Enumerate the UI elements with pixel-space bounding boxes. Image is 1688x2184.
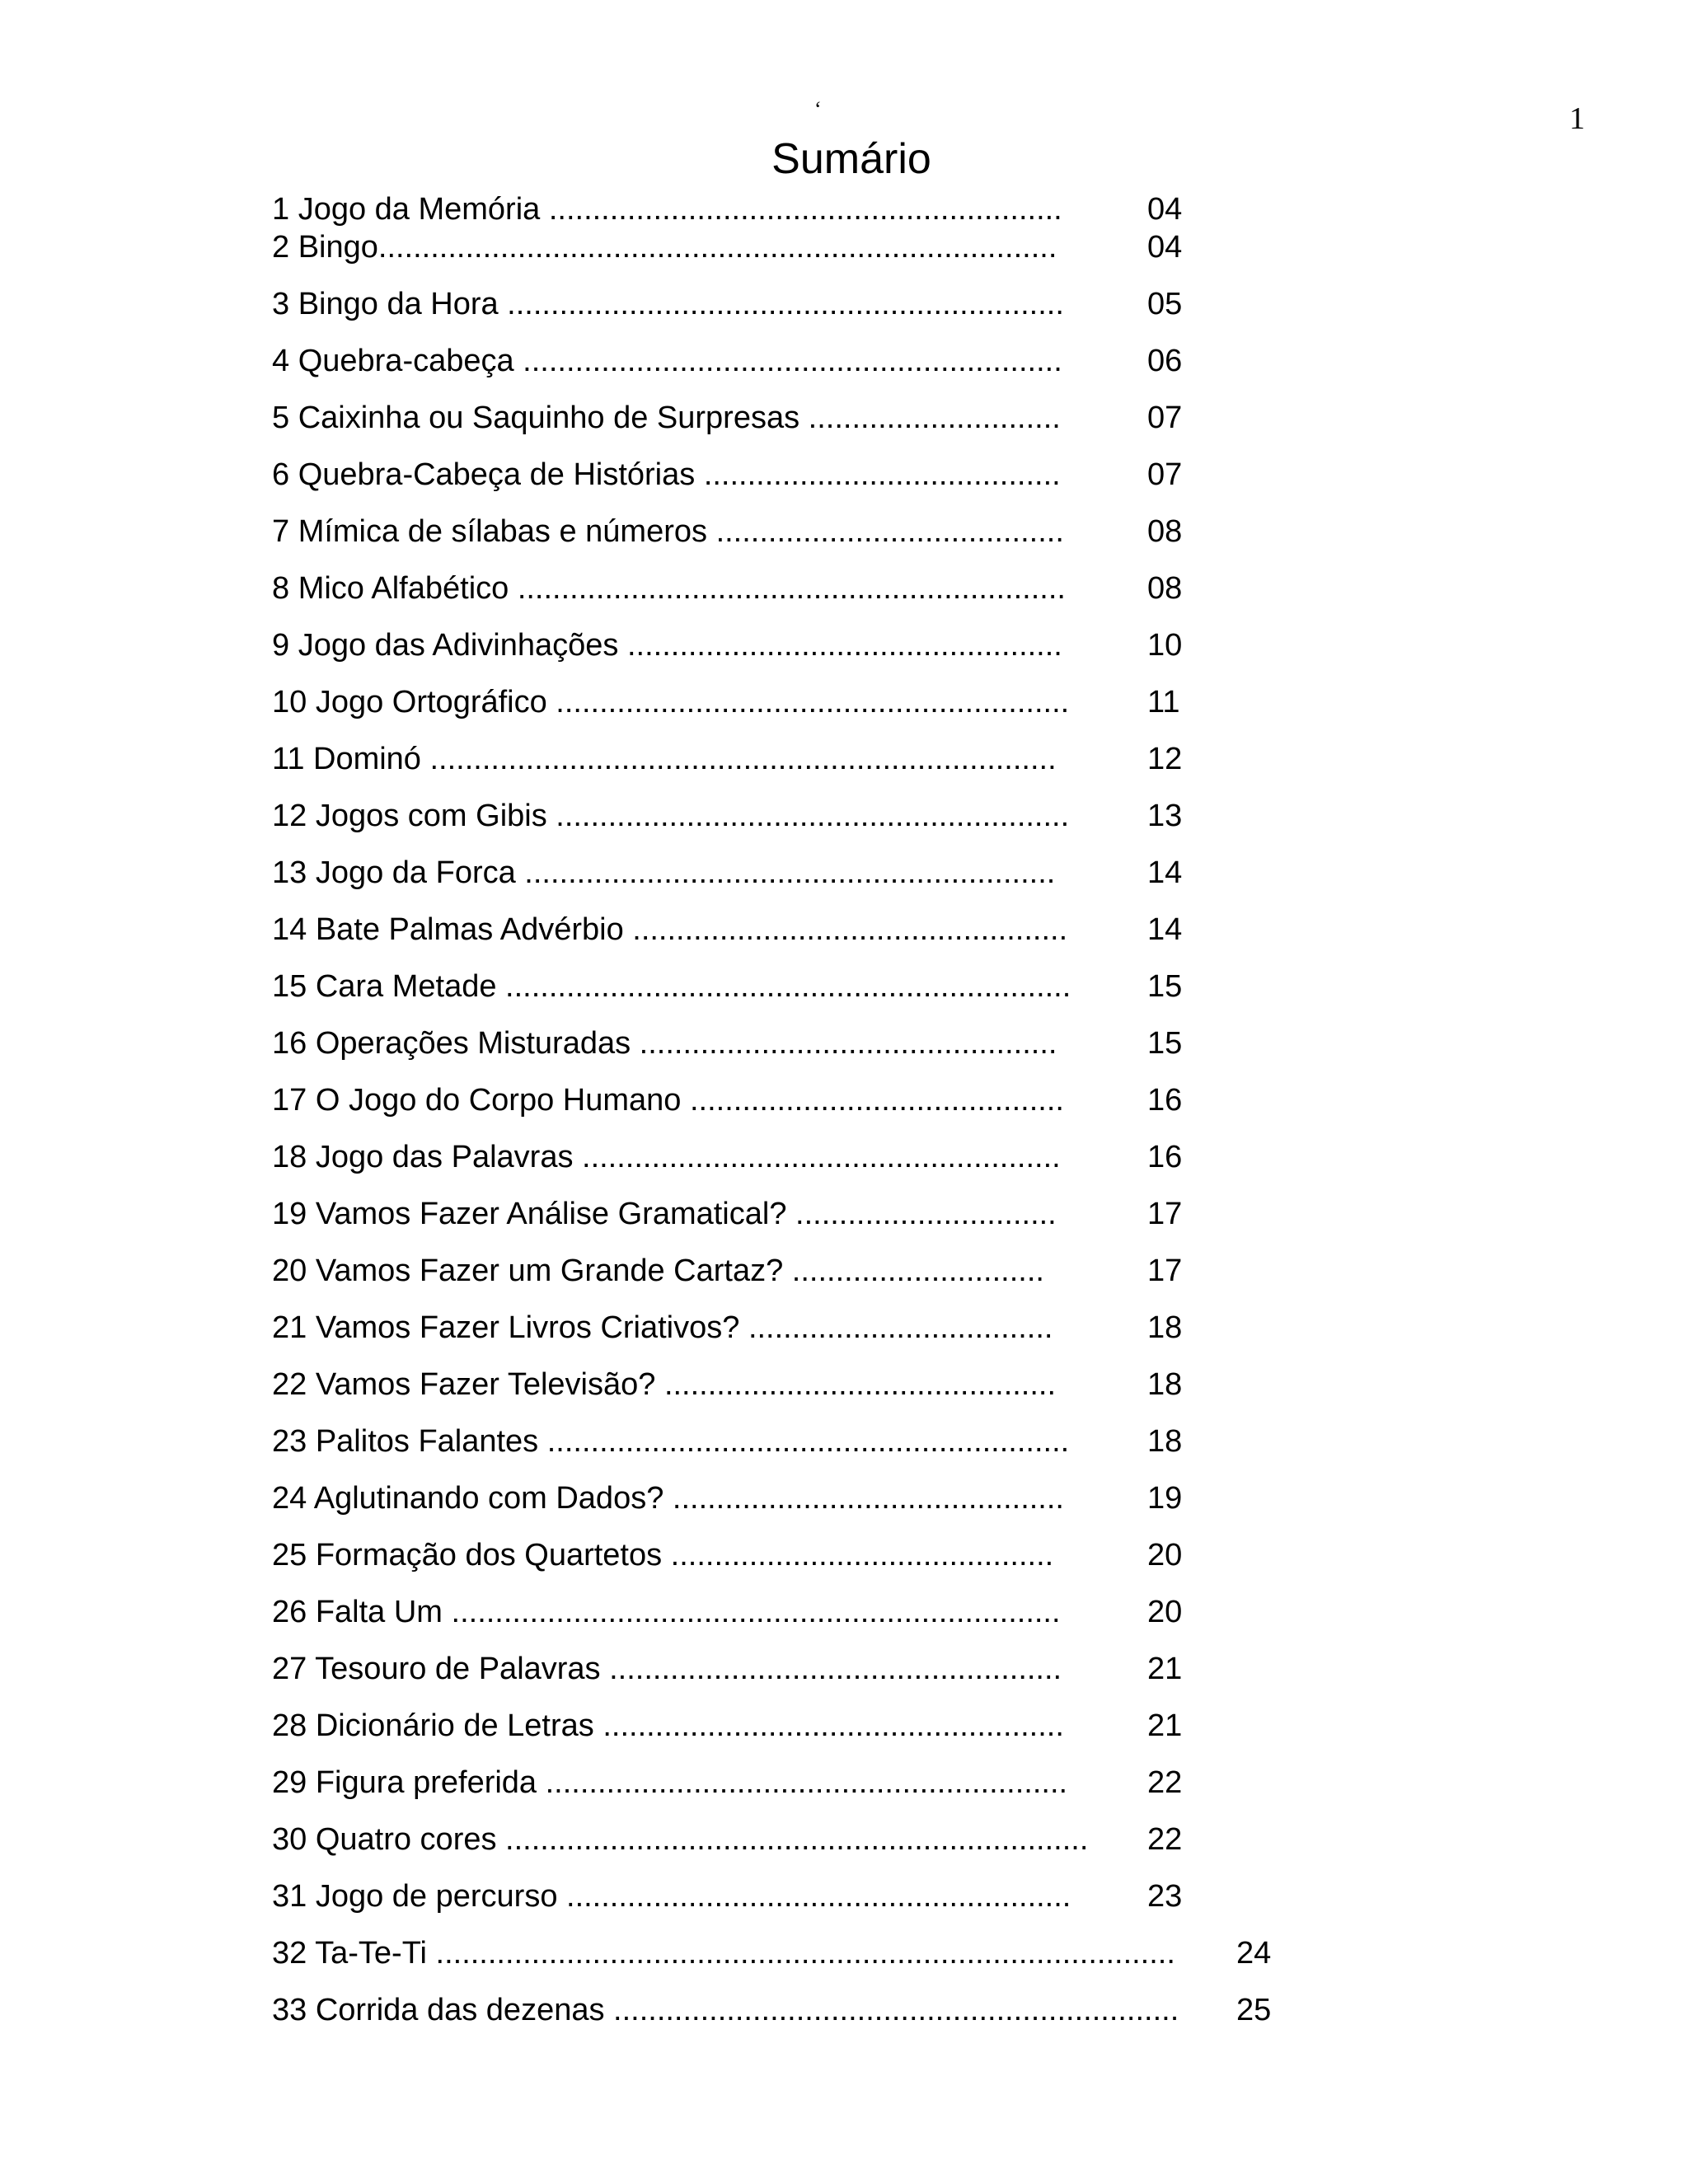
- toc-entry-page: 08: [1147, 514, 1183, 549]
- toc-entry-title: 21 Vamos Fazer Livros Criativos? ...................................: [272, 1310, 1053, 1345]
- toc-entry-page: 22: [1147, 1822, 1183, 1857]
- toc-entry-title: 5 Caixinha ou Saquinho de Surpresas .............................: [272, 401, 1061, 435]
- page-number: 1: [1569, 101, 1585, 136]
- toc-entry-page: 15: [1147, 1026, 1183, 1061]
- toc-entry-title: 26 Falta Um ......................................................................: [272, 1595, 1061, 1629]
- toc-entry-title: 3 Bingo da Hora ................................................................: [272, 287, 1064, 321]
- toc-entry-page: 23: [1147, 1879, 1183, 1914]
- toc-entry-title: 8 Mico Alfabético ...............................................................: [272, 571, 1066, 606]
- toc-entry-title: 7 Mímica de sílabas e números ........................................: [272, 514, 1064, 549]
- toc-entry-page: 25: [1236, 1993, 1272, 2027]
- toc-entry-title: 2 Bingo..............................................................................: [272, 230, 1057, 265]
- toc-entry-title: 27 Tesouro de Palavras ....................................................: [272, 1652, 1062, 1686]
- toc-entry-title: 24 Aglutinando com Dados? .............................................: [272, 1481, 1064, 1516]
- toc-entry-title: 33 Corrida das dezenas .................................................................: [272, 1993, 1179, 2027]
- toc-entry-title: 9 Jogo das Adivinhações ..................................................: [272, 628, 1062, 663]
- toc-entry-page: 15: [1147, 969, 1183, 1004]
- toc-entry-page: 04: [1147, 230, 1183, 265]
- toc-entry-title: 29 Figura preferida ............................................................: [272, 1765, 1068, 1800]
- toc-entry-page: 12: [1147, 742, 1183, 776]
- toc-entry-page: 18: [1147, 1367, 1183, 1402]
- toc-entry-title: 28 Dicionário de Letras .....................................................: [272, 1708, 1064, 1743]
- toc-entry-title: 30 Quatro cores ...................................................................: [272, 1822, 1089, 1857]
- page-title: Sumário: [771, 135, 931, 183]
- toc-entry-page: 18: [1147, 1424, 1183, 1459]
- toc-entry-title: 25 Formação dos Quartetos ............................................: [272, 1538, 1054, 1572]
- toc-entry-page: 06: [1147, 344, 1183, 378]
- toc-entry-title: 11 Dominó ........................................................................: [272, 742, 1057, 776]
- toc-entry-title: 15 Cara Metade .................................................................: [272, 969, 1071, 1004]
- toc-entry-title: 23 Palitos Falantes ............................................................: [272, 1424, 1070, 1459]
- toc-entry-page: 17: [1147, 1254, 1183, 1288]
- toc-entry-title: 22 Vamos Fazer Televisão? .............................................: [272, 1367, 1057, 1402]
- toc-entry-title: 1 Jogo da Memória ...........................................................: [272, 192, 1062, 227]
- toc-entry-page: 04: [1147, 192, 1183, 227]
- toc-entry-page: 14: [1147, 855, 1183, 890]
- toc-entry-page: 05: [1147, 287, 1183, 321]
- toc-entry-title: 4 Quebra-cabeça ..............................................................: [272, 344, 1062, 378]
- toc-entry-page: 11: [1147, 685, 1180, 719]
- toc-entry-page: 18: [1147, 1310, 1183, 1345]
- toc-entry-page: 22: [1147, 1765, 1183, 1800]
- toc-entry-page: 20: [1147, 1538, 1183, 1572]
- toc-entry-title: 6 Quebra-Cabeça de Histórias .........................................: [272, 457, 1061, 492]
- toc-entry-page: 19: [1147, 1481, 1183, 1516]
- toc-entry-page: 13: [1147, 799, 1183, 833]
- toc-entry-title: 20 Vamos Fazer um Grande Cartaz? .............................: [272, 1254, 1044, 1288]
- toc-entry-page: 16: [1147, 1140, 1183, 1174]
- toc-entry-page: 20: [1147, 1595, 1183, 1629]
- toc-entry-title: 17 O Jogo do Corpo Humano ...........................................: [272, 1083, 1064, 1118]
- toc-entry-title: 14 Bate Palmas Advérbio ..................................................: [272, 912, 1068, 947]
- toc-entry-title: 32 Ta-Te-Ti .....................................................................................: [272, 1936, 1175, 1971]
- toc-entry-page: 07: [1147, 401, 1183, 435]
- toc-entry-page: 14: [1147, 912, 1183, 947]
- toc-entry-page: 21: [1147, 1708, 1183, 1743]
- toc-entry-title: 16 Operações Misturadas ................................................: [272, 1026, 1057, 1061]
- toc-entry-page: 10: [1147, 628, 1183, 663]
- toc-entry-page: 17: [1147, 1197, 1183, 1231]
- toc-entry-page: 24: [1236, 1936, 1272, 1971]
- header-mark: ‘: [814, 97, 822, 121]
- toc-entry-title: 10 Jogo Ortográfico ...........................................................: [272, 685, 1070, 719]
- toc-entry-title: 18 Jogo das Palavras .......................................................: [272, 1140, 1061, 1174]
- toc-entry-page: 21: [1147, 1652, 1183, 1686]
- toc-entry-page: 16: [1147, 1083, 1183, 1118]
- toc-entry-title: 19 Vamos Fazer Análise Gramatical? ..............................: [272, 1197, 1057, 1231]
- toc-entry-page: 08: [1147, 571, 1183, 606]
- toc-entry-title: 13 Jogo da Forca .............................................................: [272, 855, 1056, 890]
- toc-entry-title: 12 Jogos com Gibis ...........................................................: [272, 799, 1070, 833]
- toc-entry-page: 07: [1147, 457, 1183, 492]
- toc-entry-title: 31 Jogo de percurso ..........................................................: [272, 1879, 1071, 1914]
